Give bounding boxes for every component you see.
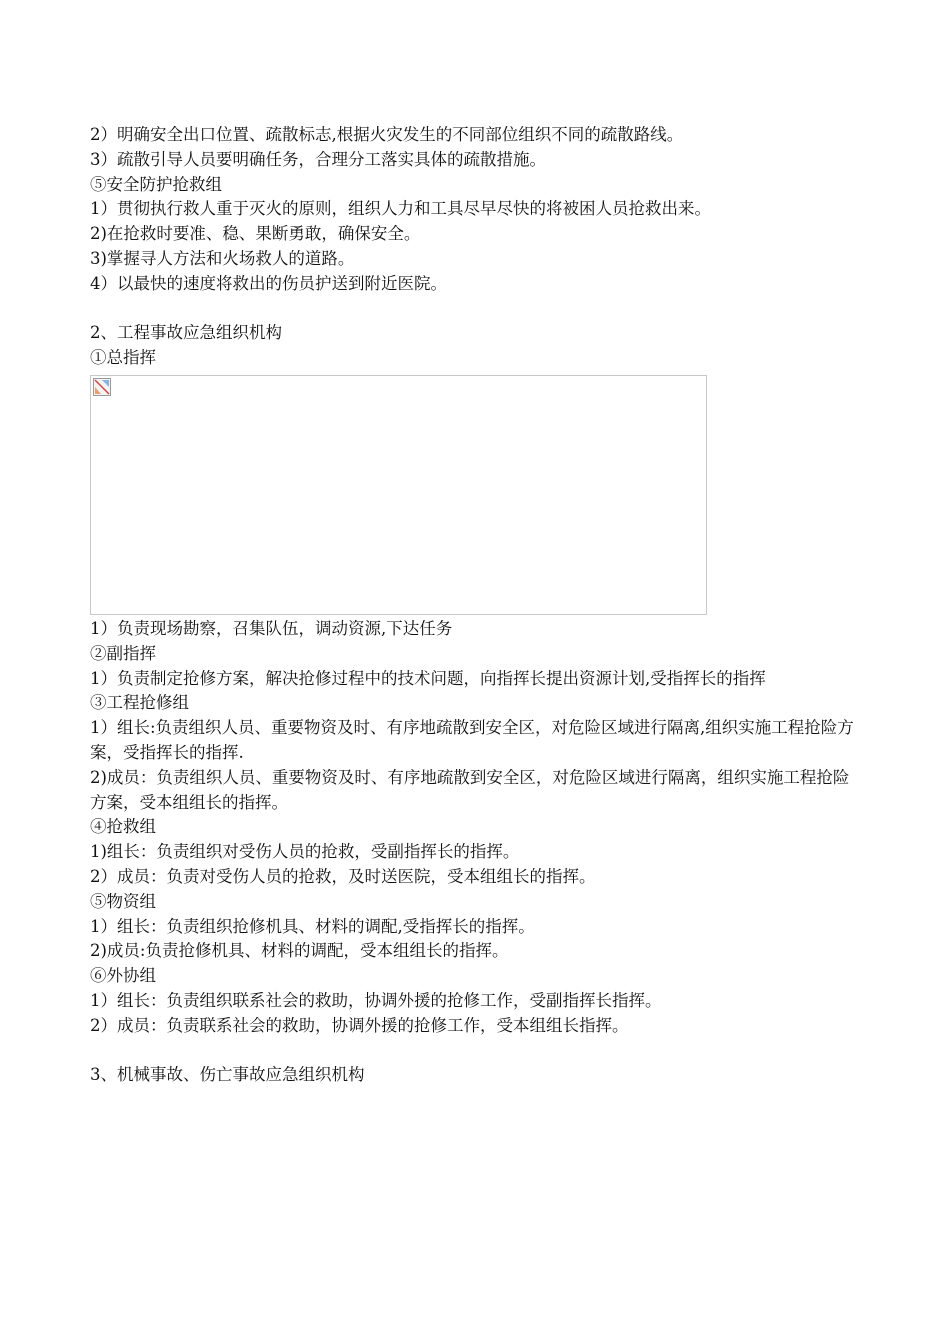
subheading: ③工程抢修组 [90, 693, 189, 713]
subheading: ⑤物资组 [90, 891, 156, 911]
text-line: 1）组长：负责组织联系社会的救助，协调外援的抢修工作，受副指挥长指挥。 [90, 990, 662, 1010]
text-paragraph: 1）负责制定抢修方案，解决抢修过程中的技术问题，向指挥长提出资源计划,受指挥长的指挥 [90, 668, 766, 688]
text-line: 1）贯彻执行救人重于灭火的原则，组织人力和工具尽早尽快的将被困人员抢救出来。 [90, 199, 711, 219]
broken-image-icon [93, 378, 111, 396]
text-line: 1）负责现场勘察，召集队伍，调动资源,下达任务 [90, 618, 453, 638]
text-paragraph: 1）组长:负责组织人员、重要物资及时、有序地疏散到安全区，对危险区域进行隔离,组织实施工程抢险方案，受指挥长的指挥. [90, 718, 854, 762]
text-line: 2）明确安全出口位置、疏散标志,根据火灾发生的不同部位组织不同的疏散路线。 [90, 125, 684, 144]
text-line: 2）成员：负责对受伤人员的抢救，及时送医院，受本组组长的指挥。 [90, 866, 596, 886]
text-line: 3)掌握寻人方法和火场救人的道路。 [90, 248, 355, 268]
subheading: ⑥外协组 [90, 966, 156, 986]
text-line: 3）疏散引导人员要明确任务，合理分工落实具体的疏散措施。 [90, 149, 546, 169]
subheading: ②副指挥 [90, 643, 156, 663]
text-line: 2)成员:负责抢修机具、材料的调配，受本组组长的指挥。 [90, 941, 509, 961]
text-line: 1）组长：负责组织抢修机具、材料的调配,受指挥长的指挥。 [90, 916, 535, 936]
subheading: ④抢救组 [90, 817, 156, 837]
text-line: 4）以最快的速度将救出的伤员护送到附近医院。 [90, 273, 447, 293]
text-line: 2)在抢救时要准、稳、果断勇敢，确保安全。 [90, 224, 421, 244]
text-line: 2）成员：负责联系社会的救助，协调外援的抢修工作，受本组组长指挥。 [90, 1015, 629, 1035]
section-heading: 2、工程事故应急组织机构 [90, 323, 282, 343]
paragraph-gap [90, 297, 860, 322]
section-heading: 3、机械事故、伤亡事故应急组织机构 [90, 1065, 365, 1085]
text-paragraph: 2)成员：负责组织人员、重要物资及时、有序地疏散到安全区，对危险区域进行隔离，组织实施工程抢险方案，受本组组长的指挥。 [90, 767, 850, 812]
subheading: ⑤安全防护抢救组 [90, 174, 222, 194]
paragraph-gap [90, 1039, 860, 1064]
document-page [90, 123, 860, 1088]
text-line: 1)组长：负责组织对受伤人员的抢救，受副指挥长的指挥。 [90, 842, 520, 862]
broken-image-placeholder [90, 375, 707, 615]
subheading: ①总指挥 [90, 348, 156, 368]
